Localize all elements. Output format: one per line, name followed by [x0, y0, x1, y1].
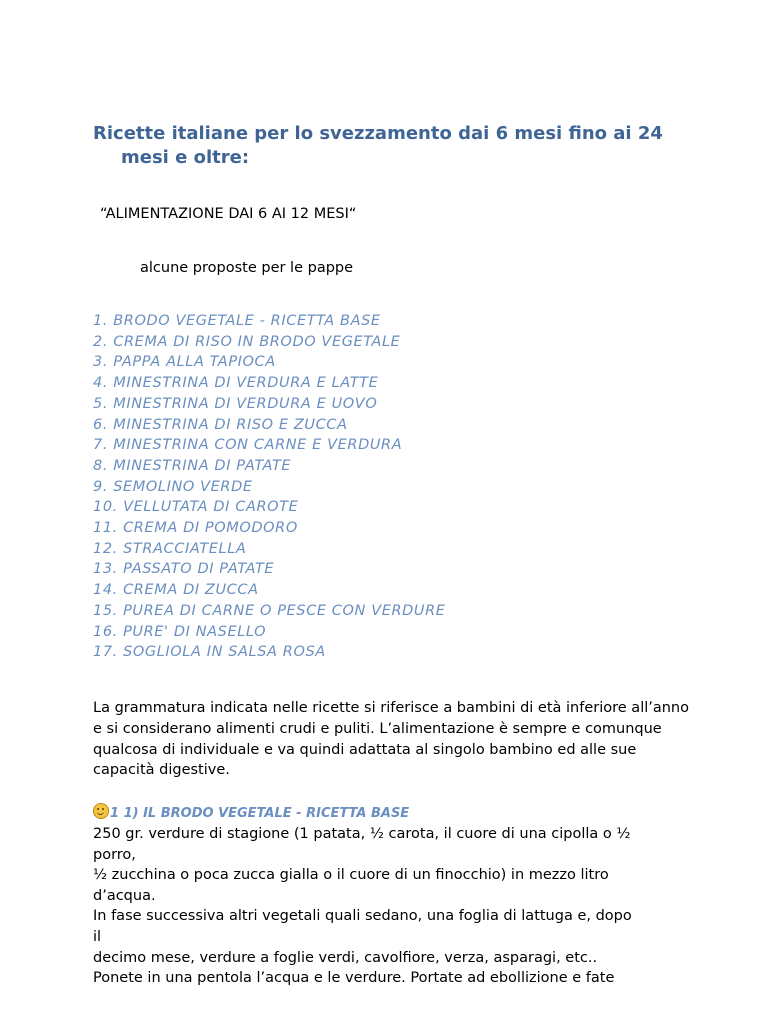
- recipe-body-line: d’acqua.: [93, 887, 156, 904]
- toc-item[interactable]: 11. CREMA DI POMODORO: [93, 520, 298, 537]
- recipe-index-list: [93, 311, 446, 663]
- document-title: [93, 122, 713, 170]
- toc-item[interactable]: 12. STRACCIATELLA: [93, 540, 247, 557]
- section-subheading: “ALIMENTAZIONE DAI 6 AI 12 MESI“: [100, 206, 357, 222]
- intro-text: alcune proposte per le pappe: [140, 260, 354, 276]
- toc-item[interactable]: 13. PASSATO DI PATATE: [93, 561, 275, 578]
- recipe-body-line: In fase successiva altri vegetali quali sedano, una foglia di lattuga e, dopo: [93, 908, 632, 925]
- toc-item[interactable]: 4. MINESTRINA DI VERDURA E LATTE: [93, 375, 379, 392]
- toc-item[interactable]: 10. VELLUTATA DI CAROTE: [93, 499, 299, 516]
- toc-item[interactable]: 5. MINESTRINA DI VERDURA E UOVO: [93, 395, 378, 412]
- recipe-body-line: ½ zucchina o poca zucca gialla o il cuore di un finocchio) in mezzo litro: [93, 867, 609, 884]
- recipe-body-line: Ponete in una pentola l’acqua e le verdure. Portate ad ebollizione e fate: [93, 970, 615, 987]
- title-line-2: mesi e oltre:: [121, 147, 250, 168]
- toc-item[interactable]: 2. CREMA DI RISO IN BRODO VEGETALE: [93, 333, 401, 350]
- toc-item[interactable]: 16. PURE' DI NASELLO: [93, 623, 267, 640]
- title-line-1: Ricette italiane per lo svezzamento dai 6 mesi fino ai 24: [93, 123, 663, 144]
- toc-item[interactable]: 9. SEMOLINO VERDE: [93, 478, 253, 495]
- toc-item[interactable]: 15. PUREA DI CARNE O PESCE CON VERDURE: [93, 602, 446, 619]
- toc-item[interactable]: 6. MINESTRINA DI RISO E ZUCCA: [93, 416, 348, 433]
- recipe-heading-label: 1 1) IL BRODO VEGETALE - RICETTA BASE: [110, 806, 410, 821]
- toc-item[interactable]: 7. MINESTRINA CON CARNE E VERDURA: [93, 437, 403, 454]
- recipe-body-line: decimo mese, verdure a foglie verdi, cavolfiore, verza, asparagi, etc..: [93, 949, 598, 966]
- recipe-body-line: 250 gr. verdure di stagione (1 patata, ½ carota, il cuore di una cipolla o ½: [93, 826, 631, 842]
- recipe-heading[interactable]: [93, 803, 409, 824]
- toc-item[interactable]: 14. CREMA DI ZUCCA: [93, 582, 259, 599]
- recipe-body: [93, 824, 693, 989]
- toc-item[interactable]: 1. BRODO VEGETALE - RICETTA BASE: [93, 313, 381, 329]
- toc-item[interactable]: 17. SOGLIOLA IN SALSA ROSA: [93, 644, 326, 661]
- toc-item[interactable]: 8. MINESTRINA DI PATATE: [93, 457, 292, 474]
- toc-item[interactable]: 3. PAPPA ALLA TAPIOCA: [93, 354, 276, 371]
- recipe-body-line: il: [93, 928, 102, 945]
- intro-paragraph: La grammatura indicata nelle ricette si riferisce a bambini di età inferiore all’anno e si considerano alimenti crudi e puliti. L’alimentazione è sempre e comunque qualcosa di individuale e va quindi adattata al singolo bambino ed alle sue capacità digestive.: [93, 700, 689, 779]
- recipe-body-line: porro,: [93, 846, 136, 863]
- smiley-icon: [93, 803, 109, 819]
